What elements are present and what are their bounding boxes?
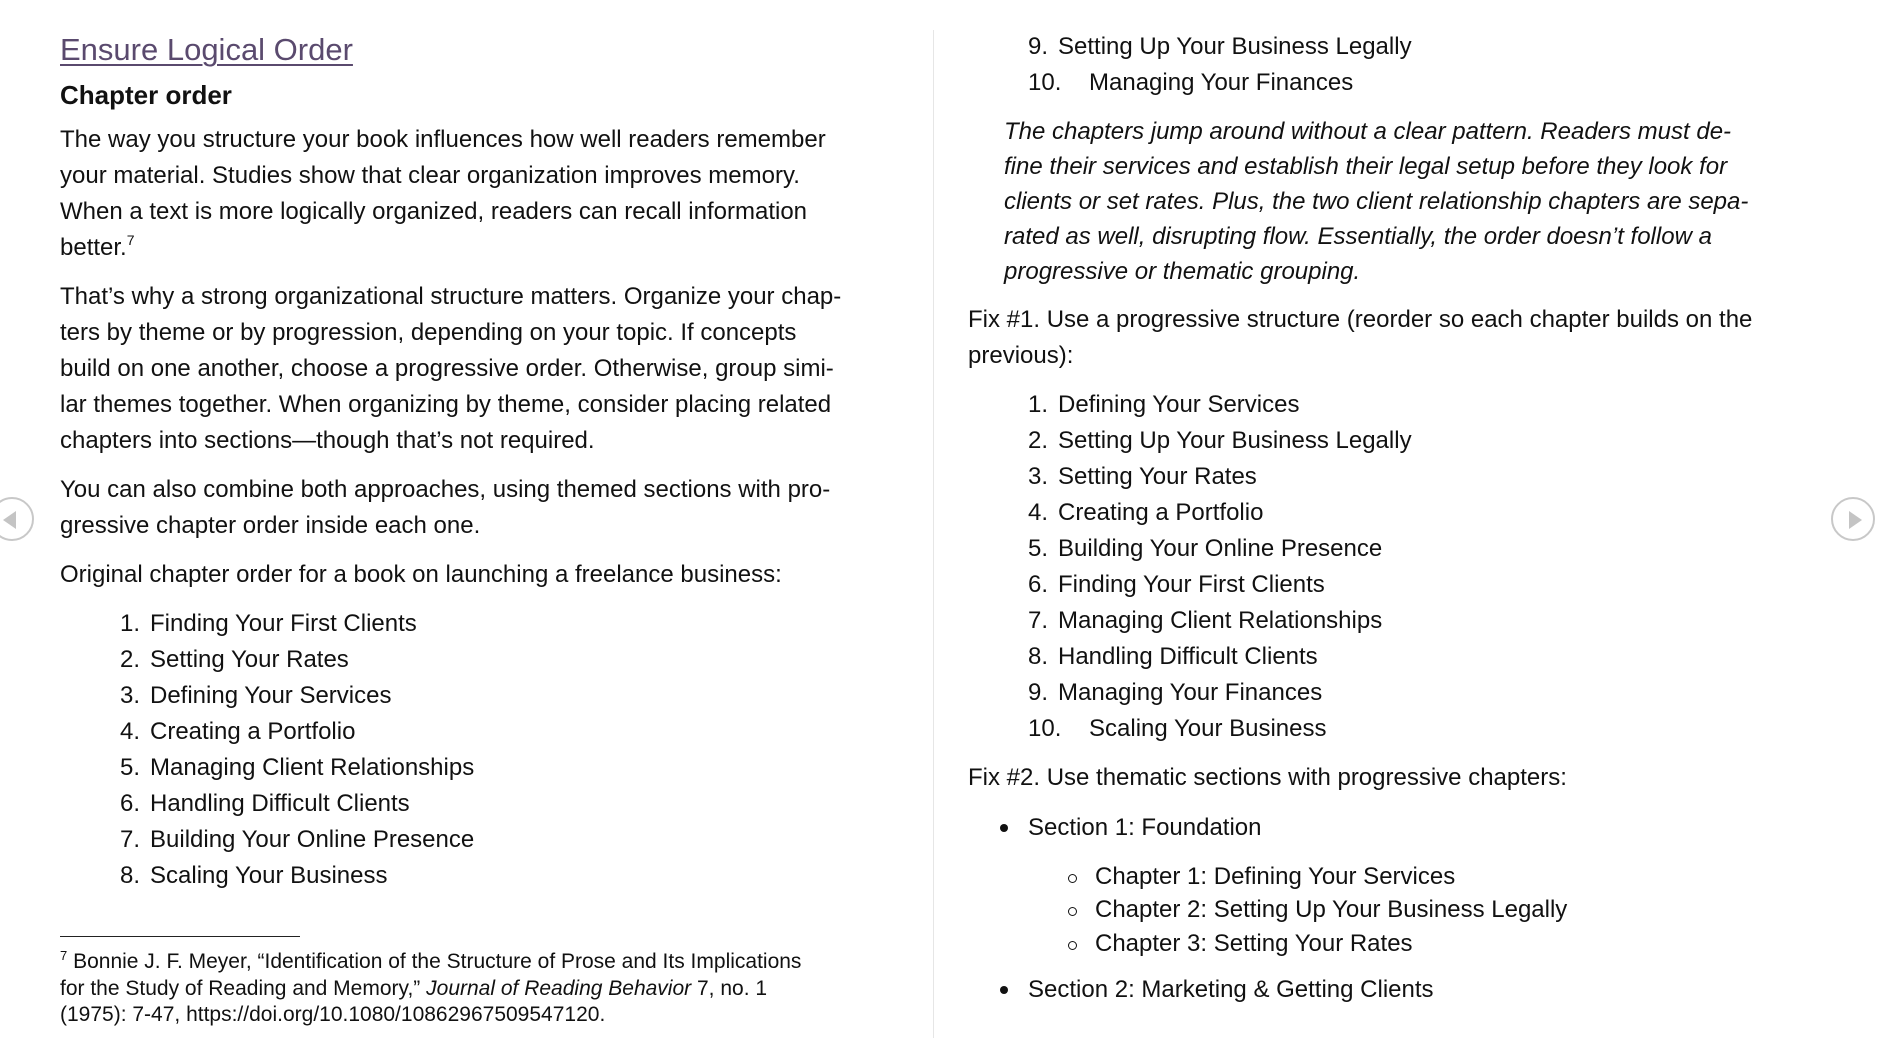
section-heading-link[interactable]: Ensure Logical Order — [60, 32, 353, 67]
list-number: 4. — [1028, 499, 1049, 526]
text-line: previous): — [968, 342, 1074, 369]
chapter-title: Chapter 1: Defining Your Services — [1095, 863, 1456, 890]
list-number: 6. — [120, 790, 141, 817]
text-line: build on one another, choose a progressive order. Otherwise, group simi- — [60, 355, 834, 382]
list-number: 5. — [1028, 535, 1049, 562]
footnote-line: (1975): 7-47, https://doi.org/10.1080/10862967509547120. — [60, 1003, 606, 1026]
list-text: Setting Your Rates — [1058, 463, 1257, 490]
text-line: The way you structure your book influences how well readers remember — [60, 126, 826, 153]
list-text: Setting Up Your Business Legally — [1058, 427, 1412, 454]
list-number: 3. — [120, 682, 141, 709]
text-line — [60, 233, 135, 263]
text-line: Fix #1. Use a progressive structure (reorder so each chapter builds on the — [968, 306, 1753, 333]
footnote-number: 7 — [60, 948, 68, 963]
list-text: Managing Client Relationships — [1058, 607, 1383, 634]
section-title: Section 2: Marketing & Getting Clients — [1028, 976, 1434, 1003]
footnote-text: Bonnie J. F. Meyer, “Identification of the Structure of Prose and Its Implications — [73, 950, 802, 973]
text-line: You can also combine both approaches, using themed sections with pro- — [60, 476, 831, 503]
list-text: Managing Client Relationships — [150, 754, 475, 781]
list-text: Creating a Portfolio — [150, 718, 356, 745]
list-number: 8. — [1028, 643, 1049, 670]
list-text: Building Your Online Presence — [150, 826, 475, 853]
text-line: rated as well, disrupting flow. Essentially, the order doesn’t follow a — [1004, 223, 1712, 250]
hollow-bullet-icon — [1068, 907, 1077, 916]
list-number: 3. — [1028, 463, 1049, 490]
page-divider — [933, 30, 934, 1038]
chevron-right-icon — [1849, 511, 1862, 529]
list-text: Scaling Your Business — [150, 862, 388, 889]
list-number: 9. — [1028, 33, 1049, 60]
footnote-reference[interactable]: 7 — [126, 232, 135, 248]
text-line: progressive or thematic grouping. — [1004, 258, 1361, 285]
text-line: When a text is more logically organized, readers can recall information — [60, 198, 808, 225]
list-number: 10. — [1028, 69, 1062, 96]
bullet-icon — [1000, 986, 1008, 994]
list-number: 10. — [1028, 715, 1062, 742]
list-text: Finding Your First Clients — [150, 610, 417, 637]
list-text: Defining Your Services — [150, 682, 392, 709]
list-text: Finding Your First Clients — [1058, 571, 1325, 598]
hollow-bullet-icon — [1068, 941, 1077, 950]
previous-page-button[interactable] — [0, 497, 34, 541]
list-number: 5. — [120, 754, 141, 781]
list-number: 6. — [1028, 571, 1049, 598]
text-line: fine their services and establish their legal setup before they look for — [1004, 153, 1728, 180]
footnote-separator — [60, 936, 300, 937]
text-line: The chapters jump around without a clear pattern. Readers must de- — [1004, 118, 1732, 145]
subheading: Chapter order — [60, 80, 232, 110]
list-text: Setting Your Rates — [150, 646, 349, 673]
list-number: 1. — [120, 610, 141, 637]
text-line: gressive chapter order inside each one. — [60, 512, 481, 539]
chapter-title: Chapter 2: Setting Up Your Business Legally — [1095, 896, 1568, 923]
text-line: ters by theme or by progression, depending on your topic. If concepts — [60, 319, 797, 346]
list-text: Handling Difficult Clients — [150, 790, 410, 817]
journal-title: Journal of Reading Behavior — [426, 977, 692, 1000]
list-text: Managing Your Finances — [1058, 679, 1323, 706]
fix2-intro: Fix #2. Use thematic sections with progressive chapters: — [968, 764, 1567, 791]
chapter-title: Chapter 3: Setting Your Rates — [1095, 930, 1413, 957]
text-line: lar themes together. When organizing by theme, consider placing related — [60, 391, 832, 418]
list-text: Defining Your Services — [1058, 391, 1300, 418]
hollow-bullet-icon — [1068, 874, 1077, 883]
text-line: clients or set rates. Plus, the two client relationship chapters are sepa- — [1004, 188, 1749, 215]
list-number: 8. — [120, 862, 141, 889]
text-line: That’s why a strong organizational structure matters. Organize your chap- — [60, 283, 842, 310]
chevron-left-icon — [3, 511, 16, 529]
text-line: your material. Studies show that clear organization improves memory. — [60, 162, 800, 189]
list-number: 4. — [120, 718, 141, 745]
list-number: 1. — [1028, 391, 1049, 418]
bullet-icon — [1000, 824, 1008, 832]
next-page-button[interactable] — [1831, 497, 1875, 541]
list-text: Managing Your Finances — [1089, 69, 1354, 96]
footnote-text: for the Study of Reading and Memory,” — [60, 977, 427, 1000]
footnote-line — [60, 976, 767, 1002]
list-number: 2. — [120, 646, 141, 673]
footnote-line — [60, 949, 801, 975]
list-number: 9. — [1028, 679, 1049, 706]
list-number: 2. — [1028, 427, 1049, 454]
section-title: Section 1: Foundation — [1028, 814, 1262, 841]
text-line: chapters into sections—though that’s not required. — [60, 427, 595, 454]
list-number: 7. — [1028, 607, 1049, 634]
list-number: 7. — [120, 826, 141, 853]
list-text: Creating a Portfolio — [1058, 499, 1264, 526]
list-text: Setting Up Your Business Legally — [1058, 33, 1412, 60]
list-text: Handling Difficult Clients — [1058, 643, 1318, 670]
original-order-intro: Original chapter order for a book on launching a freelance business: — [60, 561, 782, 588]
text-span: better. — [60, 234, 127, 261]
footnote-text: 7, no. 1 — [691, 977, 768, 1000]
list-text: Building Your Online Presence — [1058, 535, 1383, 562]
list-text: Scaling Your Business — [1089, 715, 1327, 742]
